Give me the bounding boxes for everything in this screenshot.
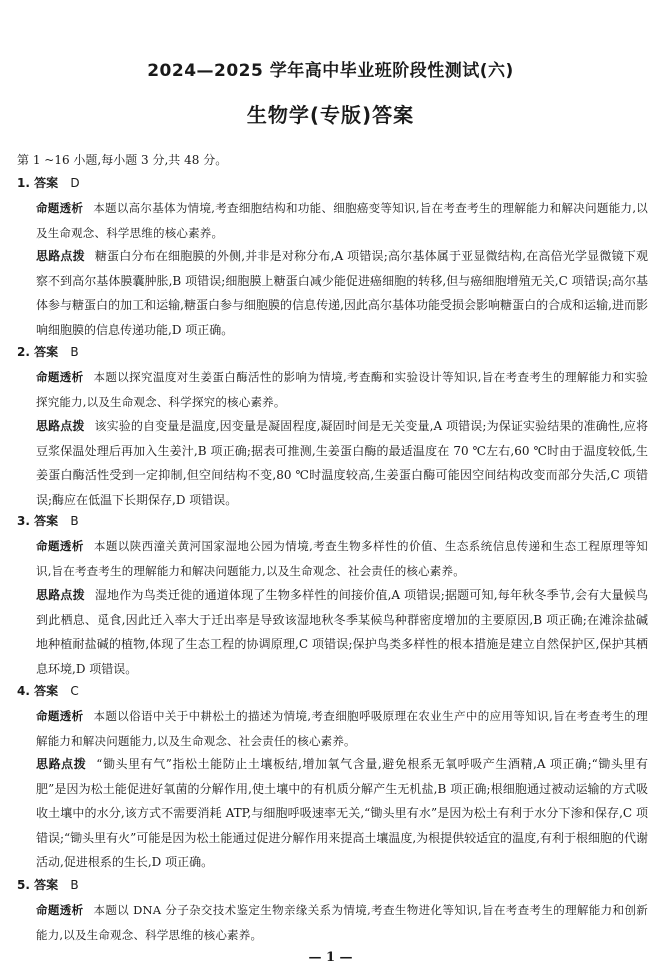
answer-value: B — [70, 878, 79, 892]
question-number: 5. — [17, 878, 30, 892]
answer-value: D — [70, 176, 80, 190]
mingti-label: 命题透析 — [36, 370, 84, 384]
mingti-label: 命题透析 — [36, 201, 84, 215]
answer-label: 答案 — [34, 345, 59, 359]
mingti-label: 命题透析 — [36, 709, 84, 723]
answer-label: 答案 — [34, 176, 59, 190]
question-4-silu — [36, 752, 648, 875]
mingti-label: 命题透析 — [36, 903, 84, 917]
question-4-mingti — [36, 704, 648, 753]
silu-label: 思路点拨 — [36, 757, 87, 771]
answer-value: B — [70, 345, 79, 359]
silu-text: 湿地作为鸟类迁徙的通道体现了生物多样性的间接价值,A 项错误;据题可知,每年秋冬季节,会有大量候鸟到此栖息、觅食,因此迁入率大于迁出率是导致该湿地秋冬季某候鸟种群密度增加的主要原因,B 项正确;在滩涂盐碱地种植耐盐碱的植物,体现了生态工程的协调原理,C 项错误;保护鸟类多样性的根本措施是建立自然保护区,保护其栖息环境,D 项错误。 — [36, 588, 648, 676]
page-title: 2024—2025 学年高中毕业班阶段性测试(六) — [147, 61, 514, 81]
question-number: 1. — [17, 176, 30, 190]
answer-value: C — [70, 684, 79, 698]
question-1-header — [17, 174, 80, 192]
question-number: 2. — [17, 345, 30, 359]
question-2-mingti — [36, 365, 648, 414]
mingti-text: 本题以探究温度对生姜蛋白酶活性的影响为情境,考查酶和实验设计等知识,旨在考查考生的理解能力和实验探究能力,以及生命观念、科学探究的核心素养。 — [36, 370, 648, 409]
answer-label: 答案 — [34, 514, 59, 528]
silu-text: “锄头里有气”指松土能防止土壤板结,增加氧气含量,避免根系无氧呼吸产生酒精,A 项正确;“锄头里有肥”是因为松土能促进好氧菌的分解作用,使土壤中的有机质分解产生无机盐,B 项正确;根细胞通过被动运输的方式吸收土壤中的水分,该方式不需要消耗 ATP,与细胞呼吸速率无关,“锄头里有水”是因为松土有利于水分下渗和保存,C 项错误;“锄头里有火”可能是因为松土能通过促进分解作用来提高土壤温度,为根提供较适宜的温度,有利于根细胞的代谢活动,促进根系的生长,D 项正确。 — [36, 757, 648, 869]
mingti-text: 本题以高尔基体为情境,考查细胞结构和功能、细胞癌变等知识,旨在考查考生的理解能力和解决问题能力,以及生命观念、科学思维的核心素养。 — [36, 201, 648, 240]
question-5-mingti — [36, 898, 648, 947]
mingti-text: 本题以陕西潼关黄河国家湿地公园为情境,考查生物多样性的价值、生态系统信息传递和生态工程原理等知识,旨在考查考生的理解能力和解决问题能力,以及生命观念、社会责任的核心素养。 — [36, 539, 648, 578]
question-number: 3. — [17, 514, 30, 528]
question-3-silu — [36, 583, 648, 681]
silu-text: 该实验的自变量是温度,因变量是凝固程度,凝固时间是无关变量,A 项错误;为保证实验结果的准确性,应将豆浆保温处理后再加入生姜汁,B 项正确;据表可推测,生姜蛋白酶的最适温度在 70 ℃左右,60 ℃时由于温度较低,生姜蛋白酶活性受到一定抑制,但空间结构不变,80 ℃时温度较高,生姜蛋白酶可能因空间结构改变而部分失活,C 项错误;酶应在低温下长期保存,D 项错误。 — [36, 419, 648, 507]
silu-label: 思路点拨 — [36, 419, 85, 433]
question-3-header — [17, 512, 79, 530]
answer-label: 答案 — [34, 684, 59, 698]
silu-label: 思路点拨 — [36, 249, 85, 263]
question-1-mingti — [36, 196, 648, 245]
question-3-mingti — [36, 534, 648, 583]
silu-text: 糖蛋白分布在细胞膜的外侧,并非是对称分布,A 项错误;高尔基体属于亚显微结构,在高倍光学显微镜下观察不到高尔基体膜囊肿胀,B 项错误;细胞膜上糖蛋白减少能促进癌细胞的转移,但与癌细胞增殖无关,C 项错误;高尔基体参与糖蛋白的加工和运输,糖蛋白参与细胞膜的信息传递,因此高尔基体功能受损会影响糖蛋白的合成和运输,进而影响细胞膜的信息传递功能,D 项正确。 — [36, 249, 648, 337]
question-5-header — [17, 876, 79, 894]
section-intro: 第 1 ~16 小题,每小题 3 分,共 48 分。 — [17, 153, 228, 167]
question-4-header — [17, 682, 79, 700]
mingti-text: 本题以俗语中关于中耕松土的描述为情境,考查细胞呼吸原理在农业生产中的应用等知识,旨在考查考生的理解能力和解决问题能力,以及生命观念、社会责任的核心素养。 — [36, 709, 648, 748]
question-number: 4. — [17, 684, 30, 698]
question-2-header — [17, 343, 79, 361]
answer-label: 答案 — [34, 878, 59, 892]
answer-value: B — [70, 514, 79, 528]
page-subtitle: 生物学(专版)答案 — [246, 103, 415, 127]
silu-label: 思路点拨 — [36, 588, 85, 602]
page-number: — 1 — — [308, 950, 353, 965]
question-2-silu — [36, 414, 648, 512]
mingti-label: 命题透析 — [36, 539, 84, 553]
question-1-silu — [36, 244, 648, 342]
mingti-text: 本题以 DNA 分子杂交技术鉴定生物亲缘关系为情境,考查生物进化等知识,旨在考查考生的理解能力和创新能力,以及生命观念、科学思维的核心素养。 — [36, 903, 648, 942]
